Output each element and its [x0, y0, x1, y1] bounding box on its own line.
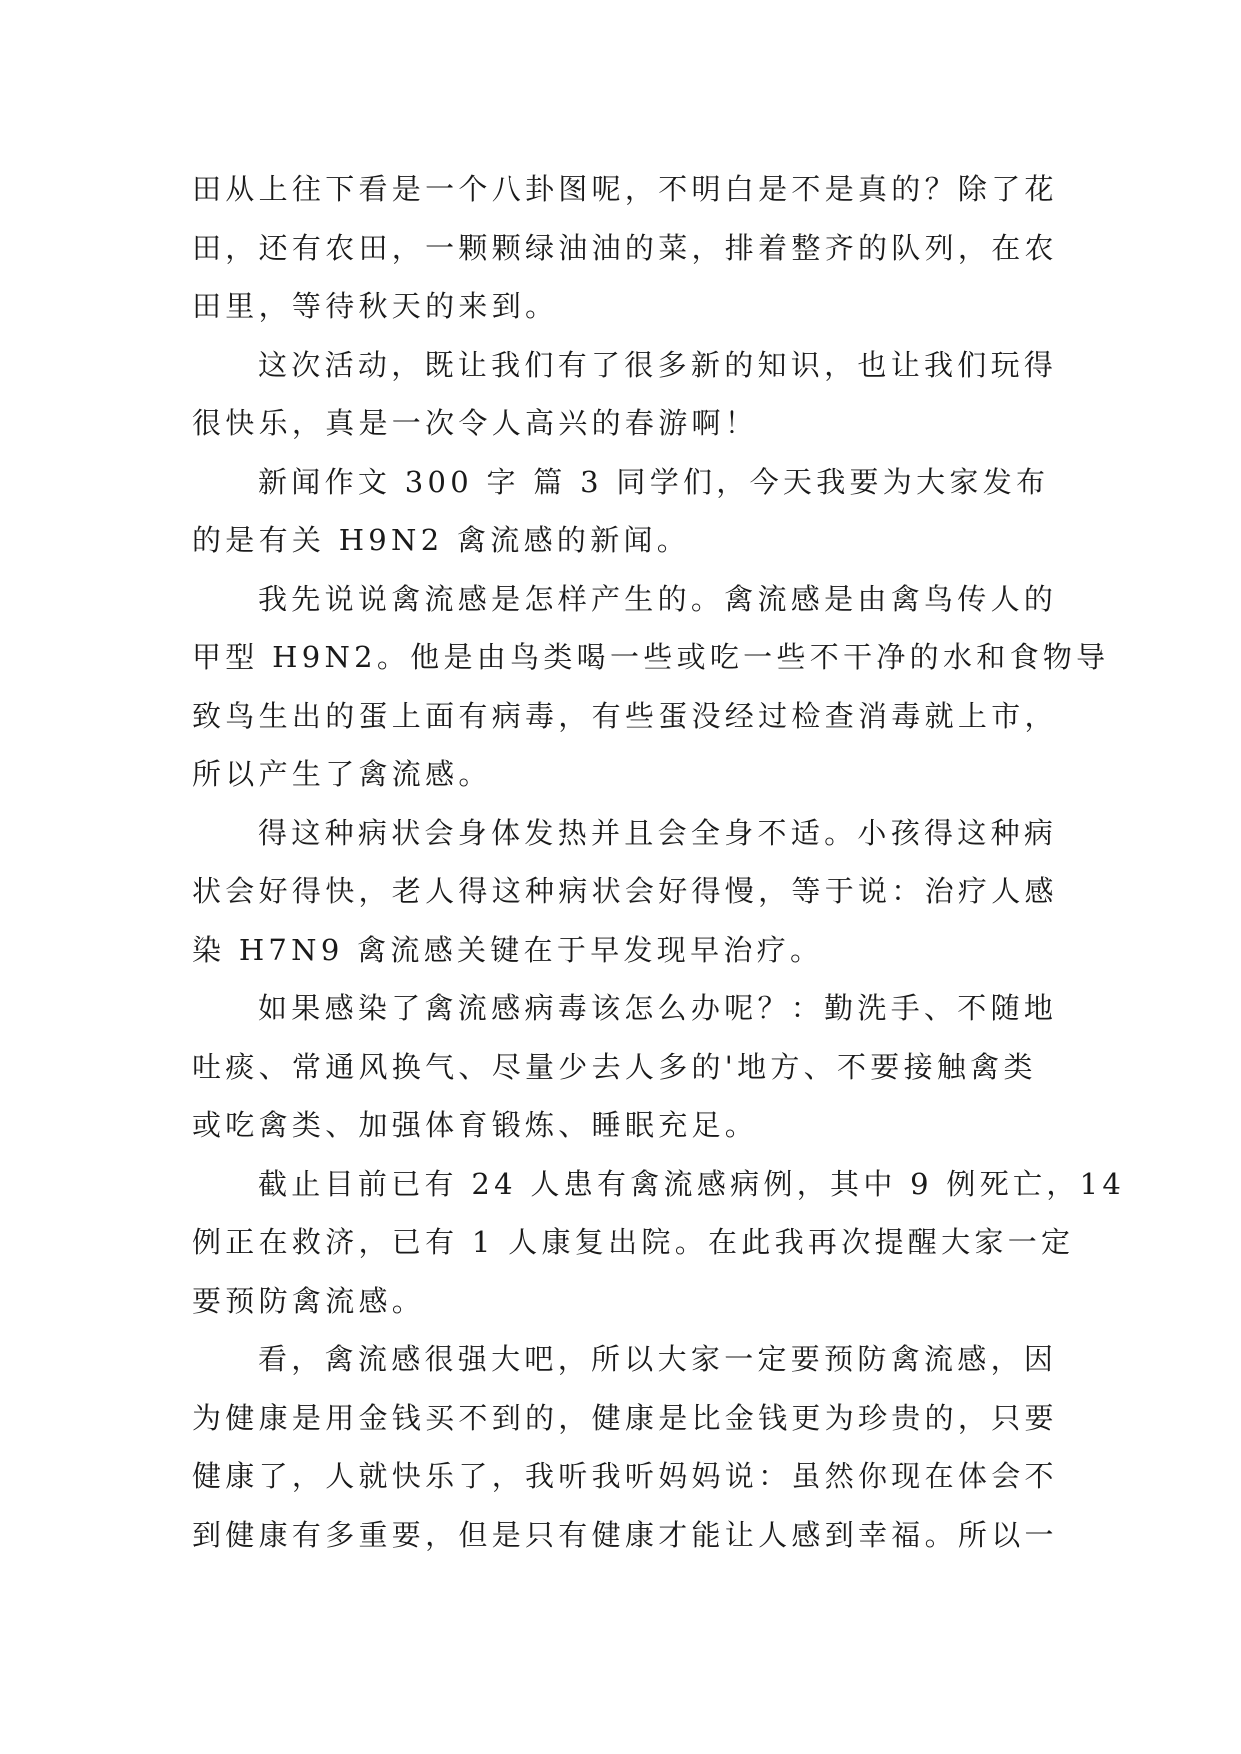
text-line: 我先说说禽流感是怎样产生的。禽流感是由禽鸟传人的	[258, 581, 1058, 616]
text-line: 看，禽流感很强大吧，所以大家一定要预防禽流感，因	[258, 1342, 1058, 1376]
text-line: 例正在救济，已有 1 人康复出院。在此我再次提醒大家一定	[192, 1225, 1075, 1259]
text-line: 田里，等待秋天的来到。	[192, 289, 559, 323]
text-line: 田，还有农田，一颗颗绿油油的菜，排着整齐的队列，在农	[192, 230, 1058, 265]
text-line: 或吃禽类、加强体育锻炼、睡眠充足。	[192, 1108, 759, 1142]
text-line: 健康了，人就快乐了，我听我听妈妈说：虽然你现在体会不	[192, 1459, 1058, 1493]
text-line: 得这种病状会身体发热并且会全身不适。小孩得这种病	[258, 815, 1058, 850]
text-line: 所以产生了禽流感。	[192, 757, 492, 791]
text-line: 到健康有多重要，但是只有健康才能让人感到幸福。所以一	[192, 1517, 1058, 1552]
text-line: 的是有关 H9N2 禽流感的新闻。	[192, 523, 691, 557]
text-line: 致鸟生出的蛋上面有病毒，有些蛋没经过检查消毒就上市，	[192, 698, 1058, 733]
text-line: 状会好得快，老人得这种病状会好得慢，等于说：治疗人感	[192, 874, 1058, 908]
text-line: 吐痰、常通风换气、尽量少去人多的'地方、不要接触禽类	[192, 1049, 1037, 1084]
text-line: 田从上往下看是一个八卦图呢，不明白是不是真的？除了花	[192, 172, 1058, 206]
text-line: 要预防禽流感。	[192, 1283, 426, 1318]
text-line: 截止目前已有 24 人患有禽流感病例，其中 9 例死亡，14	[258, 1166, 1126, 1201]
text-line: 新闻作文 300 字 篇 3 同学们，今天我要为大家发布	[258, 464, 1050, 499]
text-line: 甲型 H9N2。他是由鸟类喝一些或吃一些不干净的水和食物导	[192, 640, 1110, 674]
text-line: 如果感染了禽流感病毒该怎么办呢？：勤洗手、不随地	[258, 991, 1058, 1025]
text-line: 染 H7N9 禽流感关键在于早发现早治疗。	[192, 932, 824, 967]
article-body	[192, 160, 1126, 1564]
text-line: 很快乐，真是一次令人高兴的春游啊！	[192, 406, 759, 440]
text-line: 这次活动，既让我们有了很多新的知识，也让我们玩得	[258, 347, 1058, 382]
text-line: 为健康是用金钱买不到的，健康是比金钱更为珍贵的，只要	[192, 1400, 1058, 1435]
